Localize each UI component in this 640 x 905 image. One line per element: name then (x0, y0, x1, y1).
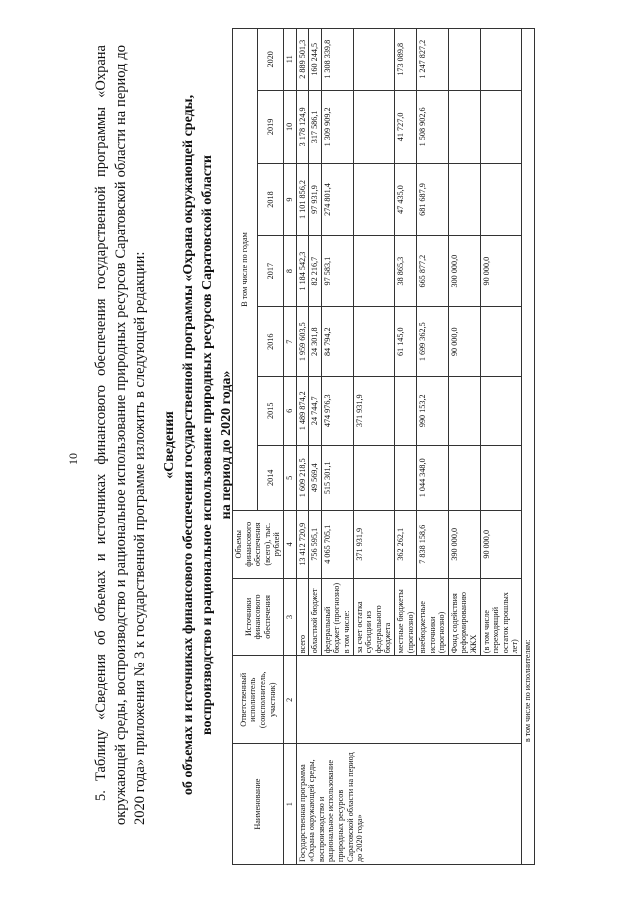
value-cell (480, 90, 521, 164)
source-cell: (в том числе переходящий остаток прошлых лет) (480, 578, 521, 656)
value-cell (480, 29, 521, 91)
value-cell: 515 301,1 (321, 445, 353, 510)
value-cell: 1 184 542,3 (296, 235, 309, 307)
value-cell: 390 000,0 (448, 511, 480, 579)
executor-cell (296, 656, 521, 744)
value-cell: 13 412 720,9 (296, 511, 309, 579)
table-body (296, 29, 534, 865)
value-cell: 1 489 874,2 (296, 376, 309, 445)
value-cell: 49 569,4 (309, 445, 322, 510)
header-year: 2017 (258, 235, 283, 307)
header-year: 2014 (258, 445, 283, 510)
value-cell: 681 687,9 (417, 164, 449, 236)
value-cell: 90 000,0 (480, 235, 521, 307)
value-cell: 665 877,2 (417, 235, 449, 307)
value-cell: 97 583,1 (321, 235, 353, 307)
value-cell: 2 889 501,3 (296, 29, 309, 91)
header-year: 2019 (258, 90, 283, 164)
index-cell: 5 (283, 445, 296, 510)
header-name: Наименование (233, 744, 284, 865)
index-cell: 8 (283, 235, 296, 307)
value-cell: 1 699 362,5 (417, 307, 449, 377)
value-cell (353, 445, 394, 510)
value-cell: 1 101 856,2 (296, 164, 309, 236)
source-cell: всего (296, 578, 309, 656)
index-cell: 3 (283, 578, 296, 656)
value-cell: 90 000,0 (448, 307, 480, 377)
title-line-4: на период до 2020 года» (219, 370, 234, 520)
header-source: Источники финансового обеспечения (233, 578, 284, 656)
value-cell (480, 445, 521, 510)
value-cell (448, 90, 480, 164)
source-cell: федеральный бюджет (прогнозно) в том числе: (321, 578, 353, 656)
value-cell: 24 301,8 (309, 307, 322, 377)
value-cell: 474 976,3 (321, 376, 353, 445)
value-cell: 7 838 158,6 (417, 511, 449, 579)
value-cell: 1 959 603,5 (296, 307, 309, 377)
value-cell: 371 931,9 (353, 376, 394, 445)
index-cell: 7 (283, 307, 296, 377)
header-row-1 (233, 29, 258, 865)
value-cell: 84 794,2 (321, 307, 353, 377)
value-cell: 1 044 348,0 (417, 445, 449, 510)
value-cell: 47 435,0 (394, 164, 416, 236)
value-cell (353, 307, 394, 377)
index-cell: 6 (283, 376, 296, 445)
value-cell (394, 445, 416, 510)
value-cell: 160 244,5 (309, 29, 322, 91)
index-cell: 4 (283, 511, 296, 579)
value-cell: 1 308 339,8 (321, 29, 353, 91)
value-cell: 173 089,8 (394, 29, 416, 91)
index-cell: 10 (283, 90, 296, 164)
header-by-years: В том числе по годам (233, 29, 258, 511)
value-cell: 274 801,4 (321, 164, 353, 236)
source-cell: внебюджетные источники (прогнозно) (417, 578, 449, 656)
index-cell: 11 (283, 29, 296, 91)
value-cell: 82 216,7 (309, 235, 322, 307)
header-year: 2018 (258, 164, 283, 236)
value-cell: 1 508 902,6 (417, 90, 449, 164)
header-volume: Объемы финансового обеспечения (всего), тыс. рублей (233, 511, 284, 579)
executors-label: в том числе по исполнителям: (522, 29, 535, 865)
value-cell: 1 247 827,2 (417, 29, 449, 91)
value-cell: 24 744,7 (309, 376, 322, 445)
source-cell: областной бюджет (309, 578, 322, 656)
value-cell (353, 235, 394, 307)
value-cell: 97 931,9 (309, 164, 322, 236)
value-cell (480, 307, 521, 377)
value-cell (448, 376, 480, 445)
value-cell (448, 29, 480, 91)
financing-table (232, 28, 535, 865)
value-cell: 756 595,1 (309, 511, 322, 579)
index-cell: 9 (283, 164, 296, 236)
title-line-2: об объемах и источниках финансового обеспечения государственной программы «Охрана окружающей среды, (181, 94, 196, 796)
index-row (283, 29, 296, 865)
value-cell: 300 000,0 (448, 235, 480, 307)
value-cell (480, 376, 521, 445)
source-cell: местные бюджеты (прогнозно) (394, 578, 416, 656)
value-cell (353, 29, 394, 91)
value-cell: 38 865,3 (394, 235, 416, 307)
title-line-1: «Сведения (162, 411, 177, 479)
index-cell: 2 (283, 656, 296, 744)
value-cell: 990 153,2 (417, 376, 449, 445)
value-cell: 90 000,0 (480, 511, 521, 579)
value-cell: 61 145,0 (394, 307, 416, 377)
header-year: 2015 (258, 376, 283, 445)
value-cell: 3 178 124,9 (296, 90, 309, 164)
table-row (296, 29, 309, 865)
intro-paragraph: 5. Таблицу «Сведения об объемах и источниках финансового обеспечения государственной программы «Охрана окружающей среды, воспроизводство и рациональное использование природных ресурсов Саратовской области на период до 2020 года» приложения № 3 к государственной программе изложить в следующей редакции: (93, 45, 148, 825)
value-cell: 4 065 705,1 (321, 511, 353, 579)
value-cell (394, 376, 416, 445)
header-year: 2020 (258, 29, 283, 91)
value-cell (448, 164, 480, 236)
header-executor: Ответственный исполнитель (соисполнитель, участник) (233, 656, 284, 744)
title-line-3: воспроизводство и рациональное использование природных ресурсов Саратовской области (200, 155, 215, 735)
program-name-cell: Государственная программа «Охрана окружающей среды, воспроизводство и рациональное использование природных ресурсов Саратовской области на период до 2020 года» (296, 744, 521, 865)
value-cell: 1 309 909,2 (321, 90, 353, 164)
value-cell (448, 445, 480, 510)
header-year: 2016 (258, 307, 283, 377)
value-cell: 41 727,0 (394, 90, 416, 164)
executors-row (522, 29, 535, 865)
value-cell (353, 90, 394, 164)
value-cell (353, 164, 394, 236)
source-cell: за счет остатка субсидии из федерального бюджета (353, 578, 394, 656)
value-cell (480, 164, 521, 236)
value-cell: 371 931,9 (353, 511, 394, 579)
value-cell: 317 586,1 (309, 90, 322, 164)
index-cell: 1 (283, 744, 296, 865)
source-cell: Фонд содействия реформированию ЖКХ (448, 578, 480, 656)
page-number: 10 (66, 453, 80, 465)
table-title (160, 45, 236, 845)
value-cell: 1 609 218,5 (296, 445, 309, 510)
value-cell: 362 262,1 (394, 511, 416, 579)
